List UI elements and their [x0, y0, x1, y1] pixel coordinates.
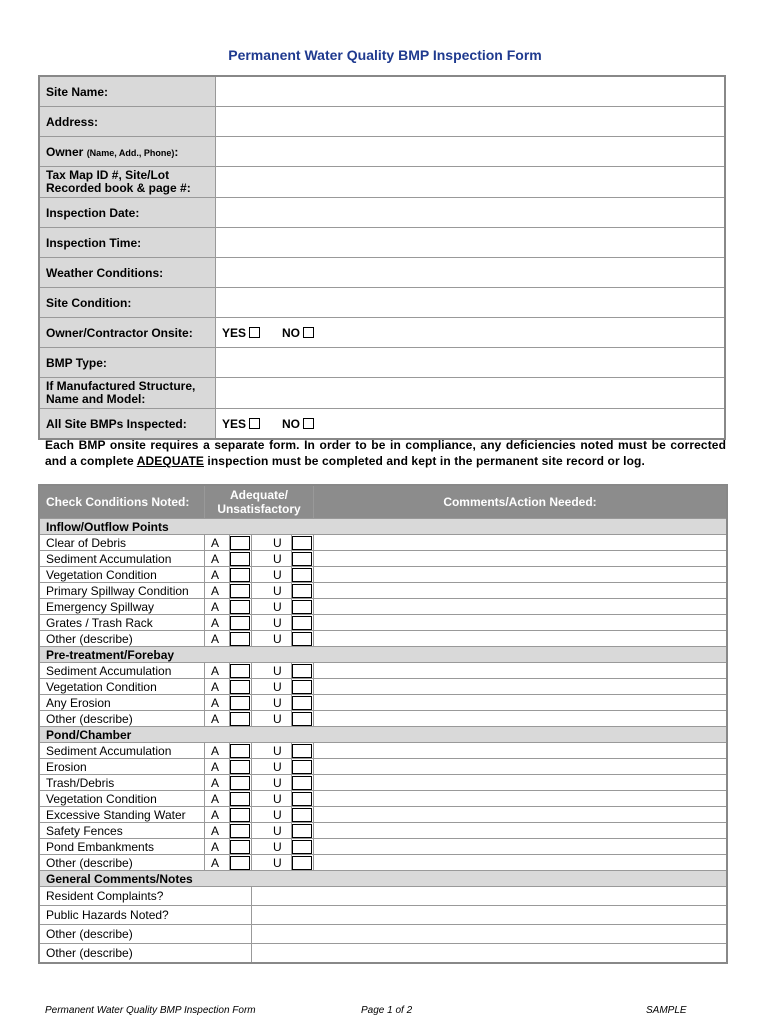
site-field-label: Tax Map ID #, Site/Lot Recorded book & page #: [39, 167, 216, 198]
site-field-input[interactable] [216, 318, 726, 348]
adequate-label: A [205, 663, 230, 679]
checklist-row [39, 807, 727, 823]
site-field-label: Site Name: [39, 76, 216, 107]
comment-field[interactable] [314, 743, 728, 759]
unsatisfactory-checkbox[interactable] [292, 680, 312, 694]
adequate-checkbox[interactable] [230, 536, 250, 550]
adequate-checkbox[interactable] [230, 600, 250, 614]
comment-field[interactable] [314, 711, 728, 727]
site-field-input[interactable] [216, 76, 726, 107]
site-field-row [39, 258, 725, 288]
site-field-row [39, 348, 725, 378]
site-field-label: Inspection Date: [39, 198, 216, 228]
unsatisfactory-label: U [267, 839, 291, 855]
adequate-checkbox[interactable] [230, 712, 250, 726]
adequate-label: A [205, 775, 230, 791]
comment-field[interactable] [314, 823, 728, 839]
site-field-label: Address: [39, 107, 216, 137]
comment-field[interactable] [314, 663, 728, 679]
general-note-row [39, 887, 727, 906]
adequate-label: A [205, 743, 230, 759]
unsatisfactory-checkbox[interactable] [292, 776, 312, 790]
form-title: Permanent Water Quality BMP Inspection Form [228, 47, 542, 63]
unsatisfactory-checkbox[interactable] [292, 824, 312, 838]
footer-page-number: Page 1 of 2 [361, 1005, 413, 1016]
adequate-label: A [205, 823, 230, 839]
no-checkbox[interactable] [303, 327, 314, 338]
site-field-input[interactable] [216, 198, 726, 228]
unsatisfactory-checkbox[interactable] [292, 760, 312, 774]
condition-label: Primary Spillway Condition [39, 583, 205, 599]
comment-field[interactable] [314, 695, 728, 711]
adequate-label: A [205, 599, 230, 615]
comment-field[interactable] [314, 679, 728, 695]
unsatisfactory-checkbox[interactable] [292, 632, 312, 646]
yes-label: YES [222, 416, 247, 431]
checklist-row [39, 663, 727, 679]
adequate-checkbox[interactable] [230, 632, 250, 646]
unsatisfactory-label: U [267, 631, 291, 647]
adequate-checkbox[interactable] [230, 856, 250, 870]
section-header: Pond/Chamber [39, 727, 727, 743]
comment-field[interactable] [314, 599, 728, 615]
adequate-checkbox[interactable] [230, 616, 250, 630]
unsatisfactory-checkbox[interactable] [292, 744, 312, 758]
adequate-checkbox[interactable] [230, 664, 250, 678]
site-info-table [38, 75, 726, 440]
condition-label: Sediment Accumulation [39, 551, 205, 567]
adequate-label: A [205, 567, 230, 583]
yes-label: YES [222, 325, 247, 340]
section-header: Pre-treatment/Forebay [39, 647, 727, 663]
site-field-label: Owner (Name, Add., Phone): [39, 137, 216, 167]
site-field-row [39, 409, 725, 440]
checklist-row [39, 535, 727, 551]
unsatisfactory-checkbox[interactable] [292, 808, 312, 822]
checklist-row [39, 855, 727, 871]
checklist-row [39, 679, 727, 695]
col-comments: Comments/Action Needed: [314, 485, 728, 519]
section-header: General Comments/Notes [39, 871, 727, 887]
general-note-row [39, 906, 727, 925]
adequate-checkbox[interactable] [230, 584, 250, 598]
condition-label: Safety Fences [39, 823, 205, 839]
condition-label: Excessive Standing Water [39, 807, 205, 823]
site-field-label: If Manufactured Structure, Name and Model: [39, 378, 216, 409]
condition-label: Other (describe) [39, 855, 205, 871]
comment-field[interactable] [314, 535, 728, 551]
general-note-label: Other (describe) [39, 925, 252, 944]
adequate-label: A [205, 583, 230, 599]
comment-field[interactable] [314, 839, 728, 855]
checklist-row [39, 743, 727, 759]
comment-field[interactable] [314, 551, 728, 567]
unsatisfactory-label: U [267, 615, 291, 631]
checklist-row [39, 615, 727, 631]
condition-label: Other (describe) [39, 711, 205, 727]
site-field-input[interactable] [216, 348, 726, 378]
site-field-input[interactable] [216, 228, 726, 258]
site-field-label: Owner/Contractor Onsite: [39, 318, 216, 348]
footer-form-name: Permanent Water Quality BMP Inspection Form [45, 1005, 256, 1016]
comment-field[interactable] [314, 615, 728, 631]
site-field-label: Site Condition: [39, 288, 216, 318]
site-field-label: BMP Type: [39, 348, 216, 378]
condition-label: Vegetation Condition [39, 679, 205, 695]
unsatisfactory-checkbox[interactable] [292, 856, 312, 870]
unsatisfactory-checkbox[interactable] [292, 552, 312, 566]
general-note-label: Other (describe) [39, 944, 252, 964]
no-label: NO [282, 416, 301, 431]
unsatisfactory-label: U [267, 695, 291, 711]
adequate-label: A [205, 855, 230, 871]
site-field-row [39, 167, 725, 198]
adequate-label: A [205, 807, 230, 823]
no-checkbox[interactable] [303, 418, 314, 429]
adequate-label: A [205, 535, 230, 551]
unsatisfactory-label: U [267, 743, 291, 759]
site-field-input[interactable] [216, 167, 726, 198]
general-note-row [39, 925, 727, 944]
comment-field[interactable] [314, 631, 728, 647]
checklist-row [39, 711, 727, 727]
unsatisfactory-checkbox[interactable] [292, 600, 312, 614]
adequate-checkbox[interactable] [230, 840, 250, 854]
site-field-input[interactable] [216, 378, 726, 409]
unsatisfactory-label: U [267, 599, 291, 615]
unsatisfactory-checkbox[interactable] [292, 584, 312, 598]
checklist-row [39, 583, 727, 599]
comment-field[interactable] [314, 775, 728, 791]
adequate-checkbox[interactable] [230, 680, 250, 694]
general-note-field[interactable] [252, 944, 727, 964]
condition-label: Sediment Accumulation [39, 663, 205, 679]
adequate-label: A [205, 711, 230, 727]
general-note-field[interactable] [252, 887, 727, 906]
checklist-row [39, 551, 727, 567]
condition-label: Sediment Accumulation [39, 743, 205, 759]
compliance-note: Each BMP onsite requires a separate form. In order to be in compliance, any deficiencies noted must be corrected and a complete ADEQUATE inspection must be completed and kept in the permanent site record or log. [45, 438, 726, 468]
adequate-checkbox[interactable] [230, 760, 250, 774]
unsatisfactory-label: U [267, 679, 291, 695]
no-label: NO [282, 325, 301, 340]
condition-label: Vegetation Condition [39, 791, 205, 807]
site-field-row [39, 318, 725, 348]
checklist-table [38, 484, 728, 964]
site-field-row [39, 228, 725, 258]
checklist-row [39, 631, 727, 647]
condition-label: Pond Embankments [39, 839, 205, 855]
unsatisfactory-label: U [267, 663, 291, 679]
unsatisfactory-checkbox[interactable] [292, 792, 312, 806]
site-field-input[interactable] [216, 137, 726, 167]
unsatisfactory-label: U [267, 855, 291, 871]
comment-field[interactable] [314, 567, 728, 583]
adequate-checkbox[interactable] [230, 552, 250, 566]
adequate-label: A [205, 695, 230, 711]
adequate-label: A [205, 631, 230, 647]
yes-checkbox[interactable] [249, 418, 260, 429]
site-field-input[interactable] [216, 288, 726, 318]
adequate-checkbox[interactable] [230, 696, 250, 710]
site-field-row [39, 288, 725, 318]
site-field-input[interactable] [216, 409, 726, 440]
checklist-row [39, 775, 727, 791]
adequate-label: A [205, 839, 230, 855]
checklist-row [39, 695, 727, 711]
condition-label: Grates / Trash Rack [39, 615, 205, 631]
adequate-checkbox[interactable] [230, 808, 250, 822]
checklist-row [39, 599, 727, 615]
col-adequate: Adequate/ Unsatisfactory [205, 485, 314, 519]
adequate-checkbox[interactable] [230, 744, 250, 758]
adequate-checkbox[interactable] [230, 824, 250, 838]
unsatisfactory-checkbox[interactable] [292, 568, 312, 582]
unsatisfactory-label: U [267, 583, 291, 599]
comment-field[interactable] [314, 791, 728, 807]
site-field-input[interactable] [216, 258, 726, 288]
unsatisfactory-label: U [267, 535, 291, 551]
comment-field[interactable] [314, 759, 728, 775]
general-note-label: Resident Complaints? [39, 887, 252, 906]
adequate-checkbox[interactable] [230, 792, 250, 806]
condition-label: Emergency Spillway [39, 599, 205, 615]
checklist-row [39, 791, 727, 807]
comment-field[interactable] [314, 807, 728, 823]
general-note-row [39, 944, 727, 964]
footer-sample-label: SAMPLE [646, 1005, 687, 1016]
unsatisfactory-label: U [267, 823, 291, 839]
unsatisfactory-checkbox[interactable] [292, 664, 312, 678]
site-field-row [39, 198, 725, 228]
condition-label: Clear of Debris [39, 535, 205, 551]
condition-label: Vegetation Condition [39, 567, 205, 583]
site-field-row [39, 107, 725, 137]
unsatisfactory-checkbox[interactable] [292, 712, 312, 726]
site-field-row [39, 137, 725, 167]
adequate-label: A [205, 615, 230, 631]
general-note-field[interactable] [252, 906, 727, 925]
condition-label: Other (describe) [39, 631, 205, 647]
site-field-label: Inspection Time: [39, 228, 216, 258]
adequate-checkbox[interactable] [230, 776, 250, 790]
unsatisfactory-label: U [267, 567, 291, 583]
unsatisfactory-checkbox[interactable] [292, 536, 312, 550]
checklist-row [39, 823, 727, 839]
unsatisfactory-label: U [267, 759, 291, 775]
general-note-field[interactable] [252, 925, 727, 944]
adequate-label: A [205, 551, 230, 567]
site-field-input[interactable] [216, 107, 726, 137]
col-conditions: Check Conditions Noted: [39, 485, 205, 519]
unsatisfactory-checkbox[interactable] [292, 696, 312, 710]
checklist-row [39, 759, 727, 775]
adequate-label: A [205, 791, 230, 807]
site-field-row [39, 76, 725, 107]
unsatisfactory-label: U [267, 807, 291, 823]
adequate-label: A [205, 759, 230, 775]
site-field-label: Weather Conditions: [39, 258, 216, 288]
general-note-label: Public Hazards Noted? [39, 906, 252, 925]
site-field-row [39, 378, 725, 409]
comment-field[interactable] [314, 855, 728, 871]
adequate-label: A [205, 679, 230, 695]
unsatisfactory-label: U [267, 551, 291, 567]
condition-label: Any Erosion [39, 695, 205, 711]
unsatisfactory-checkbox[interactable] [292, 616, 312, 630]
adequate-checkbox[interactable] [230, 568, 250, 582]
checklist-row [39, 839, 727, 855]
section-header: Inflow/Outflow Points [39, 519, 727, 535]
comment-field[interactable] [314, 583, 728, 599]
yes-checkbox[interactable] [249, 327, 260, 338]
condition-label: Erosion [39, 759, 205, 775]
unsatisfactory-checkbox[interactable] [292, 840, 312, 854]
unsatisfactory-label: U [267, 711, 291, 727]
checklist-header [39, 485, 727, 519]
unsatisfactory-label: U [267, 775, 291, 791]
site-field-label: All Site BMPs Inspected: [39, 409, 216, 440]
condition-label: Trash/Debris [39, 775, 205, 791]
checklist-row [39, 567, 727, 583]
unsatisfactory-label: U [267, 791, 291, 807]
